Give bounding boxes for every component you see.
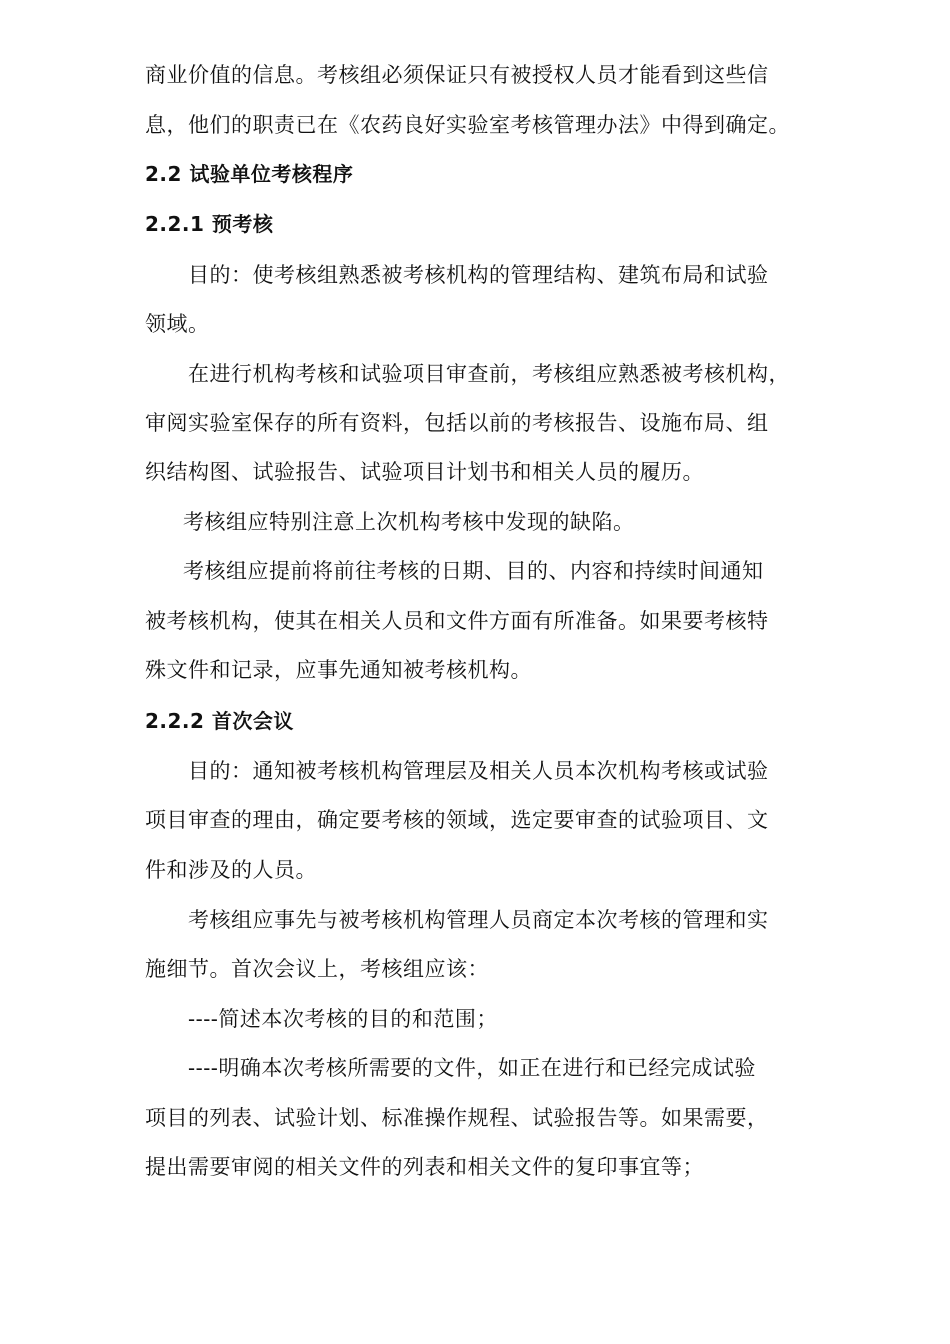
paragraph-line: 在进行机构考核和试验项目审查前，考核组应熟悉被考核机构， <box>188 362 790 386</box>
paragraph-line: 考核组应事先与被考核机构管理人员商定本次考核的管理和实 <box>188 908 769 932</box>
paragraph-line: 殊文件和记录，应事先通知被考核机构。 <box>145 658 532 682</box>
subsection-heading: 2.2.2 首次会议 <box>145 709 294 733</box>
paragraph-line: 目的：通知被考核机构管理层及相关人员本次机构考核或试验 <box>188 759 769 783</box>
paragraph-line: 目的：使考核组熟悉被考核机构的管理结构、建筑布局和试验 <box>188 263 769 287</box>
paragraph-line: 项目审查的理由，确定要考核的领域，选定要审查的试验项目、文 <box>145 808 769 832</box>
paragraph-line: 审阅实验室保存的所有资料，包括以前的考核报告、设施布局、组 <box>145 411 769 435</box>
list-item-line: ----简述本次考核的目的和范围； <box>188 1007 498 1031</box>
paragraph-line: 领域。 <box>145 312 210 336</box>
paragraph-line: 织结构图、试验报告、试验项目计划书和相关人员的履历。 <box>145 460 704 484</box>
paragraph-line: 息，他们的职责已在《农药良好实验室考核管理办法》中得到确定。 <box>145 113 790 137</box>
paragraph-line: 件和涉及的人员。 <box>145 858 317 882</box>
paragraph-line: 提出需要审阅的相关文件的列表和相关文件的复印事宜等； <box>145 1155 704 1179</box>
section-heading: 2.2 试验单位考核程序 <box>145 162 354 186</box>
list-item-line: ----明确本次考核所需要的文件，如正在进行和已经完成试验 <box>188 1056 756 1080</box>
paragraph-line: 项目的列表、试验计划、标准操作规程、试验报告等。如果需要， <box>145 1106 769 1130</box>
subsection-heading: 2.2.1 预考核 <box>145 212 274 236</box>
paragraph-line: 被考核机构，使其在相关人员和文件方面有所准备。如果要考核特 <box>145 609 769 633</box>
paragraph-line: 商业价值的信息。考核组必须保证只有被授权人员才能看到这些信 <box>145 63 769 87</box>
paragraph-line: 考核组应特别注意上次机构考核中发现的缺陷。 <box>183 510 635 534</box>
paragraph-line: 施细节。首次会议上，考核组应该： <box>145 957 489 981</box>
paragraph-line: 考核组应提前将前往考核的日期、目的、内容和持续时间通知 <box>183 559 764 583</box>
